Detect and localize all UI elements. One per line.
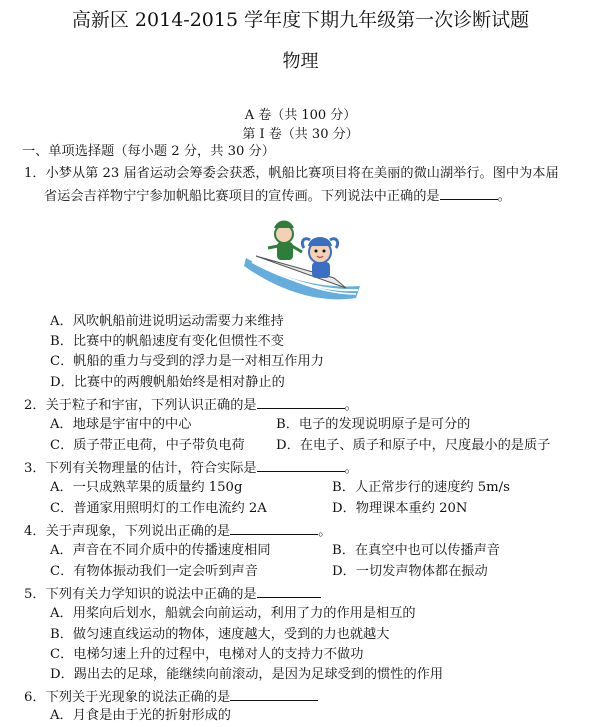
answer-blank <box>440 186 498 200</box>
answer-blank <box>257 458 345 472</box>
question-stem: 关于粒子和宇宙，下列认识正确的是 <box>45 398 257 413</box>
question-2-option-d: D．在电子、质子和原子中，尺度最小的是质子 <box>276 438 551 453</box>
question-number: 4． <box>24 524 46 539</box>
question-3-option-a: A．一只成熟苹果的质量约 150g <box>50 480 243 495</box>
question-5-option-a: A．用桨向后划水，船就会向前运动，利用了力的作用是相互的 <box>50 606 416 621</box>
mascot-sailing-illustration <box>238 218 364 306</box>
subject-title: 物理 <box>282 51 319 72</box>
question-1-stem-line1 <box>24 165 559 183</box>
question-4-option-d: D．一切发声物体都在振动 <box>332 564 488 579</box>
stem-tail: 。 <box>497 189 511 204</box>
answer-blank <box>230 521 318 535</box>
exam-title: 高新区 2014-2015 学年度下期九年级第一次诊断试题 <box>71 9 530 31</box>
question-2-stem <box>24 395 358 415</box>
question-5-option-b: B．做匀速直线运动的物体，速度越大，受到的力也就越大 <box>50 627 390 642</box>
question-6-stem <box>24 687 318 707</box>
question-5-stem <box>24 584 321 604</box>
question-stem: 省运会吉祥物宁宁参加帆船比赛项目的宣传画。下列说法中正确的是 <box>44 189 440 204</box>
question-stem: 小梦从第 23 届省运动会筹委会获悉，帆船比赛项目将在美丽的微山湖举行。图中为本届 <box>45 166 559 181</box>
question-stem: 关于声现象，下列说出正确的是 <box>45 524 231 539</box>
question-1-option-c: C．帆船的重力与受到的浮力是一对相互作用力 <box>50 354 324 369</box>
question-4-option-b: B．在真空中也可以传播声音 <box>332 543 500 558</box>
answer-blank <box>230 687 318 701</box>
question-4-option-a: A．声音在不同介质中的传播速度相同 <box>50 543 271 558</box>
question-2-option-c: C．质子带正电荷，中子带负电荷 <box>50 438 245 453</box>
question-4-option-c: C．有物体振动我们一定会听到声音 <box>50 564 258 579</box>
question-number: 5． <box>24 587 46 602</box>
question-number: 1． <box>24 166 46 181</box>
part-one-label: 第 I 卷（共 30 分） <box>242 127 359 142</box>
stem-tail: 。 <box>318 524 332 539</box>
question-3-option-c: C．普通家用照明灯的工作电流约 2A <box>50 501 267 516</box>
question-5-option-d: D．踢出去的足球，能继续向前滚动，是因为足球受到的惯性的作用 <box>50 667 444 682</box>
question-3-option-b: B．人正常步行的速度约 5m/s <box>332 480 510 495</box>
question-1-option-d: D．比赛中的两艘帆船始终是相对静止的 <box>50 375 285 390</box>
question-stem: 下列有关力学知识的说法中正确的是 <box>45 587 257 602</box>
question-4-stem <box>24 521 331 541</box>
question-1-option-b: B．比赛中的帆船速度有变化但惯性不变 <box>50 334 284 349</box>
question-5-option-c: C．电梯匀速上升的过程中，电梯对人的支持力不做功 <box>50 647 364 662</box>
question-1-option-a: A．风吹帆船前进说明运动需要力来维持 <box>50 314 284 329</box>
question-3-stem <box>24 458 358 478</box>
question-2-option-b: B．电子的发现说明原子是可分的 <box>276 417 471 432</box>
question-number: 6． <box>24 690 46 705</box>
question-3-option-d: D．物理课本重约 20N <box>332 501 468 516</box>
stem-tail: 。 <box>344 461 358 476</box>
question-stem: 下列有关物理量的估计，符合实际是 <box>45 461 257 476</box>
answer-blank <box>257 584 321 598</box>
paper-a-label: A 卷（共 100 分） <box>244 108 357 123</box>
question-number: 2． <box>24 398 46 413</box>
answer-blank <box>257 395 345 409</box>
stem-tail: 。 <box>344 398 358 413</box>
section-heading: 一、单项选择题（每小题 2 分，共 30 分） <box>22 144 275 159</box>
question-6-option-a: A．月食是由于光的折射形成的 <box>50 708 231 723</box>
question-2-option-a: A．地球是宇宙中的中心 <box>50 417 192 432</box>
question-1-stem-line2 <box>44 186 511 206</box>
question-number: 3． <box>24 461 46 476</box>
question-stem: 下列关于光现象的说法正确的是 <box>45 690 231 705</box>
